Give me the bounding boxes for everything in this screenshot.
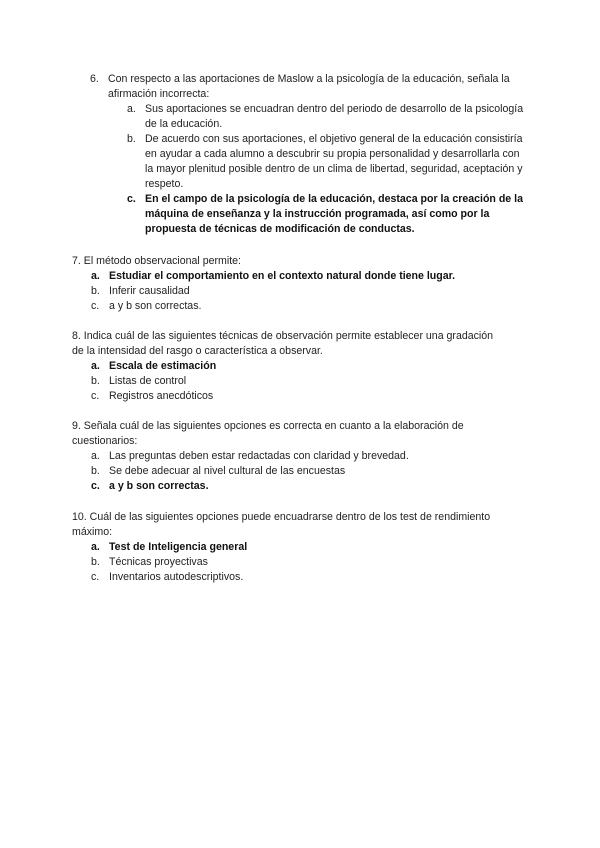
option-a-correct — [72, 540, 502, 555]
option-letter: a. — [91, 270, 100, 282]
option-b — [90, 132, 530, 192]
option-b — [72, 555, 502, 570]
option-text: Se debe adecuar al nivel cultural de las encuestas — [109, 465, 346, 477]
option-a — [72, 449, 502, 464]
option-a — [90, 102, 530, 132]
question-number: 6. — [90, 73, 99, 85]
option-letter: a. — [91, 541, 100, 553]
option-letter: c. — [127, 193, 136, 205]
question-stem: 9. Señala cuál de las siguientes opciones es correcta en cuanto a la elaboración de cuestionarios: — [72, 420, 464, 447]
option-letter: c. — [91, 571, 100, 583]
option-c-correct — [90, 192, 530, 237]
question-stem: 7. El método observacional permite: — [72, 255, 241, 267]
option-a-correct — [72, 269, 502, 284]
option-c — [72, 299, 502, 314]
option-text: En el campo de la psicología de la educación, destaca por la creación de la máquina de enseñanza y la instrucción programada, así como por la propuesta de técnicas de modificación de conductas. — [145, 193, 523, 235]
option-text: Las preguntas deben estar redactadas con claridad y brevedad. — [109, 450, 409, 462]
option-text: Técnicas proyectivas — [109, 556, 208, 568]
option-letter: a. — [91, 360, 100, 372]
option-c-correct — [72, 479, 502, 494]
option-text: Sus aportaciones se encuadran dentro del periodo de desarrollo de la psicología de la educación. — [145, 103, 524, 130]
option-letter: a. — [91, 450, 100, 462]
option-letter: c. — [91, 390, 100, 402]
option-text: Escala de estimación — [109, 360, 217, 372]
question-stem: 8. Indica cuál de las siguientes técnicas de observación permite establecer una gradación de la intensidad del rasgo o característica a observar. — [72, 330, 494, 357]
question-7 — [72, 254, 502, 314]
option-text: Test de Inteligencia general — [109, 541, 248, 553]
option-letter: b. — [91, 375, 100, 387]
option-letter: c. — [91, 300, 100, 312]
option-letter: b. — [91, 465, 100, 477]
option-letter: b. — [91, 285, 100, 297]
question-8 — [72, 329, 502, 404]
option-text: Inferir causalidad — [109, 285, 190, 297]
option-b — [72, 464, 502, 479]
option-list — [90, 102, 530, 237]
option-text: Estudiar el comportamiento en el contexto natural donde tiene lugar. — [109, 270, 456, 282]
option-c — [72, 389, 502, 404]
question-stem: Con respecto a las aportaciones de Maslow a la psicología de la educación, señala la afirmación incorrecta: — [108, 73, 510, 100]
question-9 — [72, 419, 502, 494]
option-c — [72, 570, 502, 585]
option-text: Inventarios autodescriptivos. — [109, 571, 244, 583]
option-b — [72, 374, 502, 389]
option-text: a y b son correctas. — [109, 300, 202, 312]
question-10 — [72, 510, 502, 585]
option-letter: b. — [91, 556, 100, 568]
option-a-correct — [72, 359, 502, 374]
option-letter: a. — [127, 103, 136, 115]
option-letter: b. — [127, 133, 136, 145]
question-stem: 10. Cuál de las siguientes opciones puede encuadrarse dentro de los test de rendimiento máximo: — [72, 511, 491, 538]
question-6 — [90, 72, 530, 237]
option-text: Registros anecdóticos — [109, 390, 214, 402]
option-text: a y b son correctas. — [109, 480, 209, 492]
option-b — [72, 284, 502, 299]
option-letter: c. — [91, 480, 100, 492]
option-text: De acuerdo con sus aportaciones, el objetivo general de la educación consistiría en ayudar a cada alumno a descubrir su propia personalidad y desarrollarla con la mayor plenitud posible dentro de un clima de libertad, seguridad, aceptación y respeto. — [145, 133, 523, 190]
option-text: Listas de control — [109, 375, 187, 387]
